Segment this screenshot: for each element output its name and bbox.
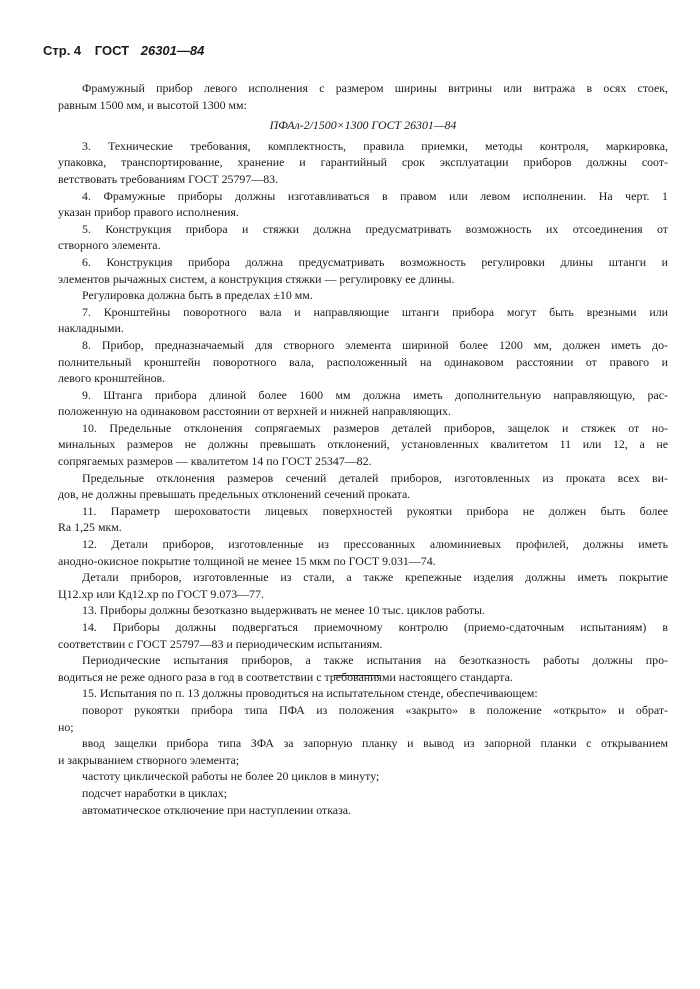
text-line: водиться не реже одного раза в год в соответствии с требованиями настоящего стандарта. — [58, 669, 513, 684]
end-rule — [334, 675, 380, 676]
standard-prefix: ГОСТ — [94, 43, 130, 58]
text-line: 5. Конструкция прибора и стяжки должна предусматривать возможность их отсоединения от — [82, 221, 668, 236]
text-line: частоту циклической работы не более 20 циклов в минуту; — [82, 769, 380, 784]
text-line: дов, не должны превышать предельных отклонений сечений проката. — [58, 487, 411, 502]
document-body — [58, 80, 668, 818]
text-line: 10. Предельные отклонения сопрягаемых размеров деталей приборов, защелок и стяжек от но- — [82, 420, 668, 435]
text-line: положенную на одинаковом расстоянии от верхней и нижней направляющих. — [58, 404, 451, 419]
text-line: 15. Испытания по п. 13 должны проводиться на испытательном стенде, обеспечивающем: — [82, 686, 538, 701]
text-line: но; — [58, 719, 74, 734]
text-line: 13. Приборы должны безотказно выдерживать не менее 10 тыс. циклов работы. — [82, 603, 485, 618]
text-line: сопрягаемых размеров — квалитетом 14 по ГОСТ 25347—82. — [58, 454, 372, 469]
text-line: левого кронштейнов. — [58, 371, 166, 386]
page-number: Стр. 4 — [43, 43, 82, 58]
text-line: накладными. — [58, 321, 124, 336]
text-line: ветствовать требованиям ГОСТ 25797—83. — [58, 171, 279, 186]
text-line: анодно-окисное покрытие толщиной не менее 15 мкм по ГОСТ 9.031—74. — [58, 553, 436, 568]
text-line: Детали приборов, изготовленные из стали, а также крепежные изделия должны иметь покрытие — [82, 570, 668, 585]
standard-number: 26301—84 — [140, 43, 205, 58]
text-line: поворот рукоятки прибора типа ПФА из положения «закрыто» в положение «открыто» и обрат- — [82, 702, 668, 717]
text-line: 14. Приборы должны подвергаться приемочному контролю (приемо-сдаточным испытаниям) в — [82, 620, 668, 634]
text-line: подсчет наработки в циклах; — [82, 785, 228, 800]
text-line: 7. Кронштейны поворотного вала и направляющие штанги прибора могут быть врезными или — [82, 304, 668, 319]
text-line: Ц12.хр или Кд12.хр по ГОСТ 9.073—77. — [58, 586, 264, 601]
text-line: соответствии с ГОСТ 25797—83 и периодическим испытаниям. — [58, 636, 383, 651]
text-line: Ra 1,25 мкм. — [58, 520, 122, 535]
text-line: равным 1500 мм, и высотой 1300 мм: — [58, 97, 247, 112]
text-line: 11. Параметр шероховатости лицевых поверхностей рукоятки прибора не должен быть более — [82, 503, 668, 518]
text-line: створного элемента. — [58, 238, 161, 253]
text-line: 4. Фрамужные приборы должны изготавливаться в правом или левом исполнении. На черт. 1 — [82, 188, 668, 203]
text-line: упаковка, транспортирование, хранение и гарантийный срок эксплуатации приборов должны соот- — [58, 155, 668, 170]
text-line: Предельные отклонения размеров сечений деталей приборов, изготовленных из проката всех ви- — [82, 470, 668, 485]
text-line: полнительный кронштейн поворотного вала, расположенный на одинаковом расстоянии от правого и — [58, 354, 668, 369]
text-line: 6. Конструкция прибора должна предусматривать возможность регулировки длины штанги и — [82, 254, 668, 269]
text-line: Периодические испытания приборов, а также испытания на безотказность работы должны про- — [82, 653, 668, 668]
text-line: 9. Штанга прибора длиной более 1600 мм должна иметь дополнительную направляющую, рас- — [82, 387, 668, 402]
text-line: 3. Технические требования, комплектность, правила приемки, методы контроля, маркировка, — [82, 138, 668, 153]
text-line: указан прибор правого исполнения. — [58, 205, 239, 220]
text-line: Фрамужный прибор левого исполнения с размером ширины витрины или витража в осях стоек, — [82, 81, 668, 95]
text-line: и закрыванием створного элемента; — [58, 752, 240, 767]
text-line: ввод защелки прибора типа ЗФА за запорную планку и вывод из запорной планки с открыванием — [82, 736, 668, 751]
page-header — [43, 43, 204, 58]
designation-example: ПФАл-2/1500×1300 ГОСТ 26301—84 — [269, 118, 457, 133]
text-line: автоматическое отключение при наступлении отказа. — [82, 802, 352, 817]
text-line: 12. Детали приборов, изготовленные из прессованных алюминиевых профилей, должны иметь — [82, 537, 668, 552]
text-line: минальных размеров не должны превышать отклонений, установленных квалитетом 11 или 12, а не — [58, 437, 668, 452]
text-line: 8. Прибор, предназначаемый для створного элемента шириной более 1200 мм, должен иметь до- — [82, 337, 668, 352]
text-line: Регулировка должна быть в пределах ±10 мм. — [82, 288, 313, 303]
text-line: элементов рычажных систем, а конструкция стяжки — регулировку ее длины. — [58, 271, 455, 286]
